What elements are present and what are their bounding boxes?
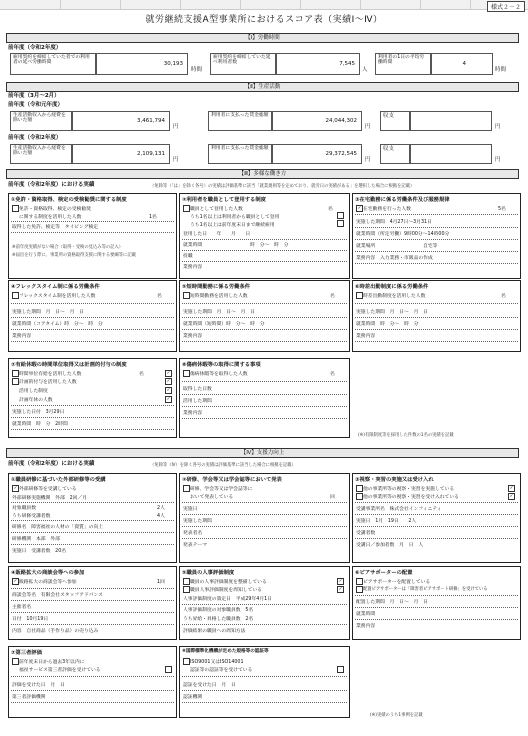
row-label: に関する制度を活用した人数 — [19, 215, 82, 220]
row-label: 業務内容 — [356, 334, 376, 339]
checkbox[interactable] — [12, 292, 19, 299]
row-label: 販路拡大の商談会等へ参加 — [19, 580, 77, 585]
sec4-intro: 前年度（令和2年度）における実績 — [8, 461, 95, 467]
row-label: 第三者評価機関 — [12, 695, 46, 700]
divider — [182, 394, 347, 395]
row-label: 職員として登用した人数 — [190, 207, 243, 212]
row-label: 他の事業所等の視察・実習を受け入れている — [363, 495, 459, 500]
sec2-unit-b: 円 — [365, 124, 371, 130]
panel-sick-leave — [179, 358, 350, 438]
checkbox[interactable] — [356, 578, 363, 585]
checkbox[interactable] — [337, 220, 344, 227]
divider — [355, 227, 518, 228]
divider — [11, 232, 174, 233]
divider — [182, 329, 347, 330]
row-label: 活用した制度 — [19, 389, 48, 394]
panel-telework — [352, 193, 521, 279]
row-label: 外部研修等を受講している — [19, 487, 77, 492]
sec2-diff2-unit: 円 — [495, 157, 501, 163]
panel-presentation — [179, 473, 350, 563]
row-label: ISO9001又はISO14001 — [190, 660, 244, 665]
divider — [182, 381, 347, 382]
section-3-header: 【Ⅲ】多様な働き方 — [6, 169, 519, 179]
row-label: 他の事業所等の視察・実習を実施している — [363, 487, 455, 492]
row-label: 認証機関 — [183, 695, 203, 700]
ruler-tick — [360, 0, 361, 9]
panel-title: ①免許・資格取得、検定の受検勧奨に関する制度 — [11, 197, 127, 203]
row-label: 内容 自社商品（手作り品）の売り込み — [12, 629, 99, 634]
section-4-header: 【Ⅳ】支援力向上 — [6, 448, 519, 458]
panel-note: ※届出を行う際に、事業所の資格取得支援に関する要綱等に記載 — [12, 253, 136, 258]
row-label: 評価結果の職員への周知方法 — [183, 629, 246, 634]
sec1-unit-1: 時間 — [191, 67, 203, 73]
checkbox[interactable] — [183, 370, 190, 377]
row-label: 短時間勤務を活用した人数 — [190, 294, 248, 299]
divider — [11, 520, 174, 521]
panel-title: ⑦第三者評価 — [11, 650, 42, 656]
checkbox[interactable] — [12, 370, 19, 377]
checkbox[interactable] — [183, 586, 190, 593]
sec1-cell-label-3: 利用者の1日の平均労働時間 — [375, 53, 431, 75]
divider — [355, 263, 518, 264]
row-label: 就業時間 時 分～ 時 分 — [356, 322, 419, 327]
panel-staff-promotion — [179, 193, 350, 279]
row-label: ピアサポーターを配置している — [363, 580, 431, 585]
divider — [11, 612, 174, 613]
row-label: 業務内容 — [356, 624, 376, 629]
divider — [355, 526, 518, 527]
sec2-label-d: 利用者に支払った賃金総額 — [208, 144, 272, 164]
panel-title: ⑧国際標準化機構が定めた規格等の認証等 — [182, 649, 269, 654]
sec2-diff-cell[interactable] — [410, 111, 492, 131]
sec1-value-3: 4 — [462, 61, 466, 67]
divider — [355, 538, 518, 539]
sec2-label-b: 利用者に支払った賃金総額 — [208, 111, 272, 131]
row-value: 時 分～ 時 分 — [250, 243, 289, 248]
divider — [11, 702, 174, 703]
ruler-tick — [470, 0, 471, 9]
divider — [355, 502, 518, 503]
checkbox[interactable]: ✓ — [357, 206, 362, 211]
row-count: 名 — [501, 294, 506, 299]
row-value: 自宅等 — [423, 244, 438, 249]
row-count: 名 — [139, 372, 144, 377]
row-label: 発表者名 — [183, 531, 203, 536]
ruler-tick — [420, 0, 421, 9]
sec2-diff2-cell[interactable] — [410, 144, 492, 164]
divider — [182, 514, 347, 515]
divider — [355, 329, 518, 330]
row-count: 4人 — [157, 514, 165, 519]
sec2-unit-d: 円 — [365, 157, 371, 163]
row-label: 配置ピアサポーターは「障害者ピアサポート研修」を受けている — [363, 587, 488, 592]
divider — [11, 502, 174, 503]
panel-peer-supporter — [352, 566, 521, 640]
checkbox[interactable]: ✓ — [166, 388, 171, 393]
panel-title: ①職員研修に基づいた外部研修等の受講 — [11, 477, 106, 483]
row-label: 研修名 障害福祉の人材の「資質」の向上 — [12, 525, 104, 530]
checkbox[interactable] — [356, 586, 363, 593]
divider — [182, 676, 347, 677]
sec4-intro-note: （免除等（Ⅳ）を除く各号の実績は評価基準に該当した場合に根拠を記載） — [150, 463, 296, 468]
panel-title: ③視察・実習の実施又は受け入れ — [355, 477, 434, 483]
panel-title: ⑤短時間勤務に係る労働条件 — [182, 284, 251, 290]
panel-staff-evaluation — [179, 566, 350, 640]
row-label: 就業時間（所定労働）9時00分～14時00分 — [356, 232, 450, 237]
row-label: 計画年休の人数 — [19, 398, 53, 403]
top-ruler — [0, 0, 528, 10]
checkbox[interactable] — [337, 212, 344, 219]
row-label: おいて発表している — [190, 495, 234, 500]
sec1-cell-value-3[interactable] — [431, 53, 493, 75]
sec2-period: 前年度（3月～2月） — [8, 93, 60, 99]
sec2-diff2-label: 収支 — [380, 144, 410, 164]
panel-title: ⑦有給休暇の時間単位取得又は計画的付与の制度 — [11, 362, 127, 368]
panel-title: ⑤職員の人事評価制度 — [182, 570, 235, 576]
divider — [11, 690, 174, 691]
row-count: 名 — [328, 207, 333, 212]
panel-qualification — [8, 193, 177, 279]
row-label: 配置した期間 月 日～ 月 日 — [356, 600, 428, 605]
sec2-year-1: 前年度（令和元年度） — [8, 102, 64, 108]
ruler-tick — [240, 0, 241, 9]
divider — [182, 502, 347, 503]
checkbox[interactable]: ✓ — [509, 494, 514, 499]
row-label: フレックスタイム制を活用した人数 — [19, 294, 96, 299]
sec2-label-a: 生産活動収入から経費を除いた額 — [10, 111, 72, 131]
row-label: 研修機関 本部 外部 — [12, 537, 60, 542]
divider — [182, 624, 347, 625]
divider — [182, 702, 347, 703]
row-label: 人事評価制度の策定日 平成29年4月1日 — [183, 597, 272, 602]
row-label: うち1名以上は前年度末日まで継続雇用 — [190, 223, 275, 228]
sec2-value-c: 2,109,131 — [137, 151, 165, 157]
checkbox[interactable]: ✓ — [166, 371, 171, 376]
divider — [182, 418, 347, 419]
row-label: 受講事業所名 株式会社インフィニティ — [356, 507, 442, 512]
sec1-unit-3: 時間 — [495, 67, 507, 73]
sec2-diff-label: 収支 — [380, 111, 410, 131]
row-label: 業務内容 入力業務・市販品の作成 — [356, 256, 433, 261]
row-label: 計画的付与を活用した人数 — [19, 380, 77, 385]
row-label: 実施した期間 4月27日～3月31日 — [356, 220, 432, 225]
row-label: 商談会等名 有限会社スタッフアドバンス — [12, 593, 103, 598]
panel-title: ⑧傷病休暇等の取得に関する事項 — [182, 362, 261, 368]
divider — [11, 532, 174, 533]
panel-flextime — [8, 280, 177, 352]
divider — [355, 514, 518, 515]
row-label: 業務内容 — [12, 334, 32, 339]
sec2-cell-c[interactable] — [72, 144, 170, 164]
divider — [11, 329, 174, 330]
checkbox[interactable] — [183, 658, 190, 665]
divider — [182, 690, 347, 691]
checkbox[interactable]: ✓ — [13, 579, 18, 584]
divider — [182, 538, 347, 539]
checkbox[interactable] — [183, 578, 190, 585]
row-label: 取得した日数 — [183, 387, 212, 392]
row-label: 時間単位有給を活用した人数 — [19, 372, 82, 377]
row-label: 評価を受けた日 月 日 — [12, 683, 65, 688]
row-label: 実施した日付 3月29日 — [12, 410, 65, 415]
checkbox[interactable]: ✓ — [338, 579, 343, 584]
section-2-header: 【Ⅱ】生産活動 — [6, 82, 519, 92]
row-label: 実施した期間 月 日～ 月 日 — [12, 310, 84, 315]
sec2-value-b: 24,044,302 — [325, 118, 357, 124]
divider — [355, 607, 518, 608]
panel-note: ※前年度実績がない場合（取得・受検の見込み等の記入） — [12, 245, 124, 250]
row-count: 5名 — [498, 207, 506, 212]
row-label: 免許・資格取得、検定の受検勧奨 — [19, 207, 91, 212]
divider — [11, 317, 174, 318]
row-label: 発表テーマ — [183, 543, 207, 548]
checkbox[interactable] — [12, 658, 19, 665]
row-label: 在宅勤務を行った人数 — [363, 207, 411, 212]
checkbox[interactable] — [356, 292, 363, 299]
divider — [182, 250, 347, 251]
checkbox[interactable] — [12, 205, 19, 212]
row-label: 就業時間 — [183, 243, 203, 248]
row-label: 日付 10月19日 — [12, 617, 49, 622]
row-label: うち昇給・昇格した職員数 2名 — [183, 617, 254, 622]
section-1-header: 【Ⅰ】労働時間 — [6, 33, 519, 43]
sec1-cell-value-2[interactable] — [276, 53, 360, 75]
sec2-value-a: 3,461,794 — [137, 118, 165, 124]
sec3-footnote: (※)有限制度等を採用した件数の1名の実績を記載 — [358, 433, 454, 438]
divider — [11, 624, 174, 625]
divider — [11, 676, 174, 677]
checkbox[interactable] — [356, 493, 363, 500]
row-label: 時差出勤制度を活用した人数 — [363, 294, 426, 299]
panel-short-hours — [179, 280, 350, 352]
row-label: 職員人事評価制度を周知している — [190, 588, 262, 593]
panel-title: ②研修、学会等又は学会誌等において発表 — [182, 477, 282, 483]
row-label: 認証等の認証等を受けている — [190, 668, 253, 673]
row-label: 研修、学会等又は学会誌等に — [190, 487, 253, 492]
divider — [182, 604, 347, 605]
row-label: 業務内容 — [183, 334, 203, 339]
sec2-unit-a: 円 — [173, 124, 179, 130]
sec1-cell-label-2: 雇用契約を締結していた延べ利用者数 — [210, 53, 276, 75]
row-count: 1回 — [157, 580, 165, 585]
row-label: 職員の人事評価制度を整備している — [190, 580, 267, 585]
checkbox[interactable] — [183, 292, 190, 299]
divider — [355, 619, 518, 620]
row-label: 就業時間（短時間）時 分～ 時 分 — [183, 322, 265, 327]
divider — [11, 588, 174, 589]
checkbox[interactable]: ✓ — [509, 486, 514, 491]
divider — [182, 526, 347, 527]
row-count: 名 — [330, 372, 335, 377]
row-label: 対象職員数 — [12, 506, 36, 511]
row-label: 人事評価制度の対象職員数 5名 — [183, 608, 254, 613]
panel-staggered-hours — [352, 280, 521, 352]
row-label: うち研修受講者数 — [12, 514, 51, 519]
sec1-value-1: 30,193 — [163, 61, 183, 67]
divider — [355, 595, 518, 596]
divider — [182, 341, 347, 342]
sec2-year-2: 前年度（令和2年度） — [8, 135, 62, 141]
page-title: 就労継続支援A型事業所におけるスコア表（実績Ⅰ～Ⅳ） — [145, 15, 383, 25]
row-count: 1名 — [149, 215, 157, 220]
divider — [355, 239, 518, 240]
row-label: 登用した日 年 月 日 — [183, 232, 251, 237]
divider — [11, 600, 174, 601]
row-label: 主催者名 — [12, 605, 32, 610]
row-label: 業務内容 — [183, 265, 203, 270]
row-label: 傷病休暇等を取得した人数 — [190, 372, 248, 377]
panel-title: ③在宅勤務に係る労働条件及び服務規律 — [355, 197, 450, 203]
ruler-tick — [120, 0, 121, 9]
row-label: 就業場所 — [356, 244, 376, 249]
sec1-year: 前年度（令和2年度） — [8, 45, 62, 51]
divider — [11, 341, 174, 342]
panel-title: ②利用者を職員として登用する制度 — [182, 197, 266, 203]
row-label: 受講者数 — [356, 531, 376, 536]
sec1-value-2: 7,545 — [339, 61, 355, 67]
row-label: 役職 — [183, 254, 193, 259]
checkbox[interactable] — [337, 666, 344, 673]
row-label: 外部研修実施機関 外部 2回／月 — [12, 496, 88, 501]
row-label: 前年度末日から過去3年以内に — [19, 660, 85, 665]
sec1-cell-label-1: 雇用契約を締結していた者での利用者の延べ労働時間 — [10, 53, 96, 75]
row-label: 就業時間（コアタイム）時 分～ 時 分 — [12, 322, 103, 327]
row-label: 実施した期間 月 日～ 月 日 — [183, 310, 255, 315]
sec4-footnote: (※)実績のうち1事例を記載 — [370, 713, 423, 718]
checkbox[interactable]: ✓ — [166, 397, 171, 402]
sec2-unit-c: 円 — [173, 157, 179, 163]
divider — [355, 303, 518, 304]
checkbox[interactable] — [183, 205, 190, 212]
divider — [11, 544, 174, 545]
checkbox[interactable]: ✓ — [166, 379, 171, 384]
panel-iso-certification — [179, 646, 350, 718]
ruler-tick — [60, 0, 61, 9]
sec2-cell-a[interactable] — [72, 111, 170, 131]
checkbox[interactable] — [183, 485, 190, 492]
row-label: 認証を受けた日 月 日 — [183, 683, 236, 688]
sec1-unit-2: 人 — [362, 67, 368, 73]
divider — [182, 317, 347, 318]
row-count: 回 — [330, 495, 335, 500]
ruler-tick — [180, 0, 181, 9]
row-label: 受講日／参加者数 月 日 人 — [356, 543, 424, 548]
panel-site-visit — [352, 473, 521, 563]
divider — [11, 405, 174, 406]
panel-paid-leave — [8, 358, 177, 438]
divider — [355, 341, 518, 342]
sec2-diff-unit: 円 — [495, 124, 501, 130]
row-label: 就業時間 時 分 2時間 — [12, 422, 68, 427]
divider — [11, 417, 174, 418]
row-label: 実施した期間 — [183, 519, 212, 524]
panel-title: ⑥ピアサポーターの配置 — [355, 570, 413, 576]
row-label: 実施日 1月 19日 2人 — [356, 519, 417, 524]
sec2-value-d: 29,372,545 — [325, 151, 357, 157]
row-label: うち1名以上は利用者から職員として登用 — [190, 215, 280, 220]
row-count: 2人 — [157, 506, 165, 511]
checkbox[interactable] — [165, 666, 172, 673]
row-label: 福祉サービス第三者評価を受けている — [19, 668, 101, 673]
sec2-cell-b[interactable] — [272, 111, 362, 131]
checkbox[interactable] — [12, 378, 19, 385]
panel-business-meeting — [8, 566, 177, 640]
row-count: 名 — [157, 294, 162, 299]
divider — [355, 317, 518, 318]
row-count: 名 — [330, 294, 335, 299]
panel-title: ④販路拡大の商談会等への参加 — [11, 570, 85, 576]
sec2-label-c: 生産活動収入から経費を除いた額 — [10, 144, 72, 164]
divider — [182, 239, 347, 240]
checkbox[interactable]: ✓ — [338, 587, 343, 592]
divider — [182, 406, 347, 407]
sec3-intro: 前年度（令和2年度）における実績 — [8, 182, 95, 188]
sec3-intro-note: （免除等（「は」を除く各号）の実績は評価基準に該当「就業規則等を定めており、就労日の実績がある」を選択した場合に根拠を記載） — [150, 184, 415, 189]
panel-title: ④フレックスタイム制に係る労働条件 — [11, 284, 100, 290]
divider — [182, 261, 347, 262]
row-label: 実施した期間 月 日～ 月 日 — [356, 310, 428, 315]
form-number-tag: 様式２－２ — [487, 1, 525, 12]
panel-title: ⑥時差出勤制度に係る労働条件 — [355, 284, 429, 290]
row-label: 業務内容 — [183, 411, 203, 416]
divider — [182, 303, 347, 304]
panel-external-training — [8, 473, 177, 563]
divider — [11, 221, 174, 222]
ruler-tick — [300, 0, 301, 9]
checkbox[interactable]: ✓ — [13, 486, 18, 491]
row-label: 実施日 — [183, 507, 198, 512]
divider — [11, 429, 174, 430]
row-label: 取得した免許、検定等 タイピング検定 — [12, 225, 99, 230]
divider — [355, 251, 518, 252]
panel-third-party-review — [8, 646, 177, 718]
divider — [355, 214, 518, 215]
row-label: 活用した期間 — [183, 399, 212, 404]
sec2-cell-d[interactable] — [272, 144, 362, 164]
checkbox[interactable] — [356, 485, 363, 492]
row-label: 実施日 受講者数 20名 — [12, 549, 67, 554]
divider — [11, 303, 174, 304]
row-label: 就業時間 — [356, 612, 376, 617]
sec1-cell-value-1[interactable] — [96, 53, 188, 75]
